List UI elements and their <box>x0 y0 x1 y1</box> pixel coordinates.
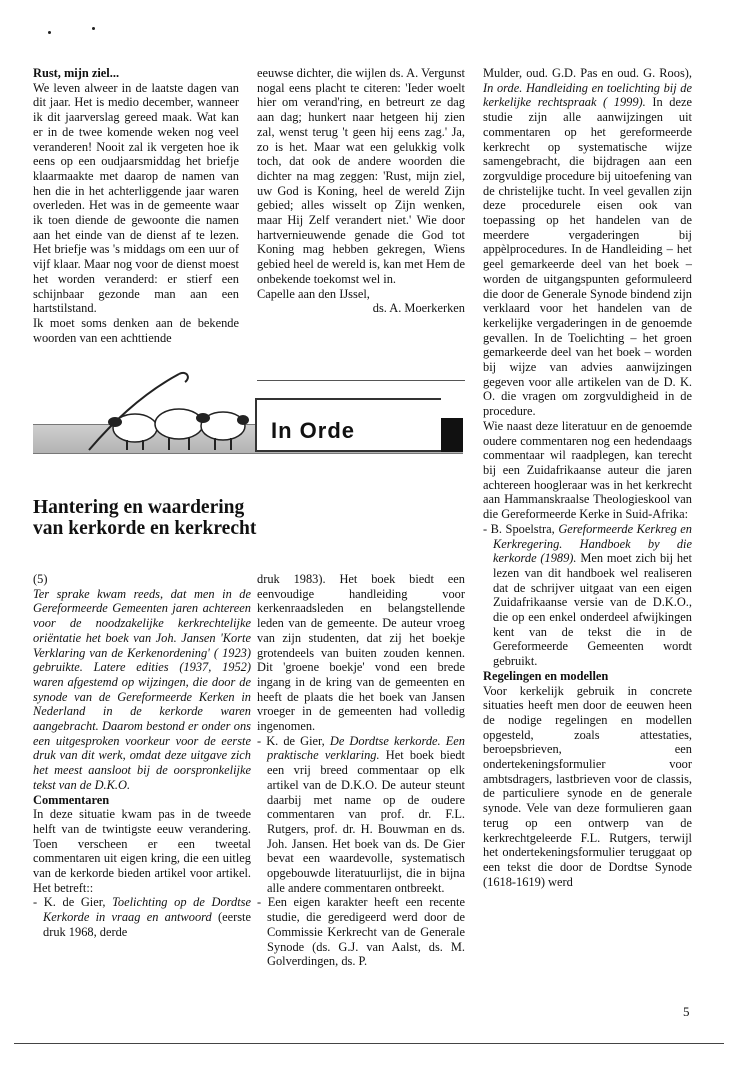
paragraph-text: Mulder, oud. G.D. Pas en oud. G. Roos), <box>483 66 692 80</box>
column-3 <box>483 66 692 889</box>
banner-black-block <box>441 418 463 452</box>
paragraph: Wie naast deze literatuur en de genoemde oudere commentaren nog een hedendaags commentaar wil raadplegen, kan terecht bij een Zuidafrikaanse auteur die jaren achtereen hoogleraar was in het kerkrecht aan Hammanskraalse Theologieskool van die Gereformeerde Kerke in Suid-Afrika: <box>483 418 692 522</box>
paragraph: eeuwse dichter, die wijlen ds. A. Vergunst nogal eens placht te citeren: 'Ieder woelt hier om verand'ring, en betreurt ze dag aan dag; hunkert naar hetgeen hij zien zal, wenst terug 't geen hij eens zag.' Ja, zo is het. Maar wat een gelukkig volk toch, dat ook de andere woorden die dichter na mag zeggen: 'Rust, mijn ziel, uw God is Koning, heel de wereld Zijn gebied; alles wisselt op Zijn wenken, maar Hij Zelf verandert niet.' Wie door hartvernieuwende genade die God tot Koning mag hebben gekregen, Wiens gebied heel de wereld is, kan met Hem de onbekende toekomst wel in. <box>257 66 465 286</box>
paragraph: In deze situatie kwam pas in de tweede helft van de twintigste eeuw verandering. Toen verscheen er een tweetal commentaren uit eigen kring, die een uitleg van de kerkorde bieden artikel voor artikel. Het betreft:: <box>33 807 251 895</box>
list-item <box>257 895 465 969</box>
page-number: 5 <box>683 1004 690 1019</box>
section-heading: Regelingen en modellen <box>483 668 609 683</box>
section-heading: Rust, mijn ziel... <box>33 66 120 80</box>
banner-label-box <box>255 398 441 452</box>
list-item-text: - K. de Gier, <box>33 895 113 910</box>
list-item-text: Men moet zich bij het lezen van dit handboek wel realiseren dat de schrijver uitgaat van een eigen Zuidafrikaanse versie van de D.K.O., die op een enkel onderdeel afwijkingen kent van de tekst die in de Gereformeerde Gemeenten wordt gebruikt. <box>493 551 692 669</box>
list-item-text: - Een eigen karakter heeft een recente studie, die geredigeerd werd door de Commissie Kerkrecht van de Generale Synode (ds. G.J. van Aalst, ds. M. Golverdingen, ds. P. <box>257 895 465 969</box>
article-title: Hantering en waardering van kerkorde en kerkrecht <box>33 497 257 539</box>
list-item <box>33 895 251 939</box>
list-item <box>257 734 465 896</box>
print-speck <box>48 31 51 34</box>
paragraph: Voor kerkelijk gebruik in concrete situaties heeft men door de eeuwen heen de nodige regelingen en modellen opgesteld, zoals attestaties, beroepsbrieven, een ondertekeningsformulier voor ambtsdragers, lastbrieven voor de classis, de particuliere synode en de generale synode. Vele van deze formulieren gaan terug op een ontwerp van de kerkrechtgeleerde F.L. Rutgers, terwijl het ondertekeningsformulier teruggaat op een tekst die door de Dordtse Synode (1618-1619) werd <box>483 683 692 889</box>
print-speck <box>92 27 95 30</box>
section-heading: Commentaren <box>33 792 110 807</box>
list-item-text: Het boek biedt een vrij breed commentaar op elk artikel van de D.K.O. De auteur steunt daarbij met name op de oudere commentaren van prof. dr. F.L. Rutgers, prof. dr. H. Bouwman en ds. Joh. Jansen. Het boek van ds. De Gier bevat een waardevolle, systematisch opgebouwde literatuurlijst, die in bijna alle andere commentaren ontbreekt. <box>267 748 465 895</box>
paragraph: Capelle aan den IJssel, <box>257 286 370 301</box>
column-1-bottom <box>33 572 251 940</box>
section-banner <box>33 398 463 450</box>
paragraph <box>483 66 692 419</box>
paragraph: druk 1983). Het boek biedt een eenvoudige handleiding voor kerkenraadsleden en belangstellende leden van de gemeente. De auteur vroeg van zijn studenten, dat zij het boekje grotendeels van buiten zouden kennen. Dit 'groene boekje' vond een brede ingang in de kring van de gemeenten en heeft de plaats die het boek van Jansen vroeger in de gemeenten had volledig ingenomen. <box>257 572 465 734</box>
sheep-illustration <box>83 370 253 452</box>
paragraph: Ik moet soms denken aan de bekende woorden van een achttiende <box>33 315 239 345</box>
book-title: Toelichting op de Dordtse Kerkorde in vraag en antwoord <box>43 895 252 925</box>
column-2-top <box>257 66 465 316</box>
column-2-bottom <box>257 572 465 969</box>
banner-label: In Orde <box>271 418 356 443</box>
list-item <box>483 522 692 669</box>
intro-paragraph: Ter sprake kwam reeds, dat men in de Gereformeerde Gemeenten jaren achtereen voor de noodzakelijke kerkrechtelijke oriëntatie het boek van Joh. Jansen 'Korte Verklaring van de Kerkenordening' ( 1923) gebruikte. Latere edities (1937, 1952) waren afgestemd op wijzingen, die door de synode van de Gereformeerde Kerken in Nederland in de kerkorde waren aangebracht. Daarom bestond er onder ons een uitgesproken voorkeur voor de eerste druk van dit werk, omdat deze uitgave zich het meest aansloot bij de oorspronkelijke tekst van de D.K.O. <box>33 586 251 792</box>
list-item-text: - B. Spoelstra, <box>483 521 559 536</box>
list-item-text: (eerste druk 1968, derde <box>43 910 251 939</box>
signature: ds. A. Moerkerken <box>372 301 465 316</box>
book-title: Gereformeerde Kerkreg en Kerkregering. Handboek by die kerkorde (1989). <box>493 521 692 566</box>
paragraph: (5) <box>33 572 48 586</box>
divider-line <box>257 380 465 381</box>
list-item-text: - K. de Gier, <box>257 733 330 748</box>
paragraph: We leven alweer in de laatste dagen van dit jaar. Het is medio december, wanneer ik dit jaarverslag gereed maak. Wat kan er in de twee komende weken nog veel veranderen! Nooit zal ik vergeten hoe ik eens op een oudjaarsmiddag het briefje klaarmaakte met daarop de namen van hen die in het achterliggende jaar waren overleden. Het was in de gemeente waar ik toen diende de gewoonte die namen aan het einde van de dienst af te lezen. Het briefje was 's middags om een uur of vijf klaar. Maar nog voor de dienst moest het worden veranderd: er stierf een schijnbaar gezonde man aan een hartstilstand. <box>33 80 239 316</box>
book-title: De Dordtse kerkorde. Een praktische verklaring. <box>267 733 466 763</box>
paragraph-text: In deze studie zijn alle aanwijzingen uit commentaren op het gereformeerde kerkrecht op systematische wijze samengebracht, die bijdragen aan een zorgvuldige procedure bij uitoefening van de christelijke tucht. In veel gevallen zijn deze procedurele eisen ook van toepassing op het handelen van de meerdere vergaderingen bij appèlprocedures. In de Handleiding – het geel gemarkeerde deel van het boek – worden de uitgangspunten geformuleerd die door de Generale Synode bindend zijn verklaard voor het handelen van de kerkelijke vergaderingen in de genoemde gevallen. In de Toelichting – het groen gemarkeerde deel van het boek – worden bij wijze van advies aanwijzingen gegeven voor alle artikelen van de D. K. O. die vragen om zorgvuldigheid in de procedure. <box>483 95 692 419</box>
column-1-top <box>33 66 239 345</box>
bottom-rule <box>14 1043 724 1044</box>
book-title: In orde. Handleiding en toelichting bij de kerkelijke rechtspraak ( 1999). <box>483 80 692 110</box>
